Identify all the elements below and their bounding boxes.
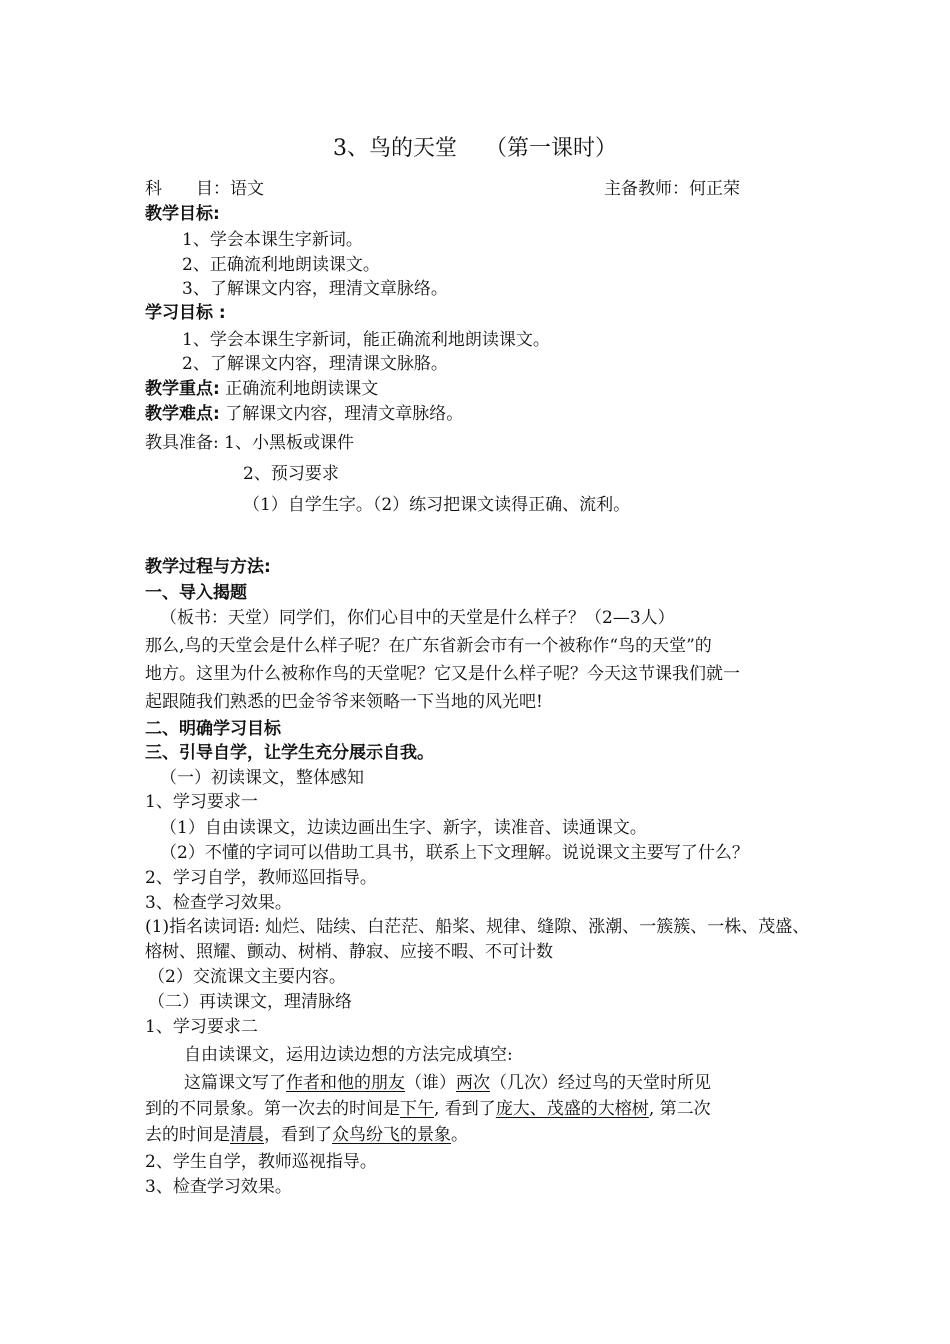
teacher-row: [604, 177, 740, 201]
tools-item: （1）自学生字。（2）练习把课文读得正确、流利。: [243, 495, 631, 515]
fill-answer: 庞大、茂盛的大榕树: [495, 1099, 649, 1119]
teaching-goal-item: 1、学会本课生字新词。: [182, 230, 363, 250]
teaching-goals-heading: 教学目标:: [145, 204, 220, 224]
key-point-label: 教学重点:: [145, 379, 220, 399]
subsection-title: （一）初读课文，整体感知: [160, 768, 364, 788]
difficulty-label: 教学难点:: [145, 404, 220, 424]
tools-label: 教具准备:: [145, 433, 219, 453]
fill-text: 。: [451, 1125, 468, 1145]
fill-text: ，看到了: [264, 1125, 332, 1145]
subject-label: 科 目：: [145, 179, 230, 199]
fill-text: , 看到了: [434, 1099, 496, 1119]
section-title: 二、明确学习目标: [145, 719, 281, 739]
title-main: 3、鸟的天堂: [332, 136, 457, 161]
learning-goals-heading: 学习目标 :: [145, 303, 226, 323]
difficulty-value: 了解课文内容，理清文章脉络。: [225, 404, 464, 424]
process-heading: 教学过程与方法:: [145, 557, 271, 577]
fill-text: 到的不同景象。第一次去的时间是: [145, 1099, 400, 1119]
learning-goal-item: 2、了解课文内容，理清课文脉胳。: [182, 354, 448, 374]
fill-text: （几次）经过鸟的天堂时所见: [490, 1073, 711, 1093]
step-line: 3、检查学习效果。: [145, 893, 292, 913]
paragraph-line: 起跟随我们熟悉的巴金爷爷来领略一下当地的风光吧!: [145, 692, 543, 712]
fill-text: , 第二次: [648, 1099, 711, 1119]
page-title: [0, 135, 950, 163]
requirement-intro: 自由读课文，运用边读边想的方法完成填空:: [184, 1045, 513, 1065]
words-line: 榕树、照耀、颤动、树梢、静寂、应接不暇、不可计数: [145, 942, 553, 962]
exchange-line: （2）交流课文主要内容。: [148, 967, 346, 987]
title-sub: （第一课时）: [484, 136, 617, 161]
requirement-item: （2）不懂的字词可以借助工具书，联系上下文理解。说说课文主要写了什么？: [160, 843, 749, 863]
fill-answer: 清晨: [230, 1125, 264, 1145]
tools-item: 2、预习要求: [243, 464, 339, 484]
paragraph-line: 那么,鸟的天堂会是什么样子呢？在广东省新会市有一个被称作“鸟的天堂”的: [145, 636, 712, 656]
key-point-row: [145, 377, 378, 401]
requirement-title: 1、学习要求一: [145, 792, 258, 812]
step-line: 2、学生自学，教师巡视指导。: [145, 1152, 377, 1172]
section-title: 一、导入揭题: [145, 583, 247, 603]
tools-row: [145, 431, 354, 455]
step-line: 3、检查学习效果。: [145, 1177, 292, 1197]
section-title: 三、引导自学，让学生充分展示自我。: [145, 743, 434, 763]
fill-text: 去的时间是: [145, 1125, 230, 1145]
fill-answer: 下午: [400, 1099, 434, 1119]
fill-text: （谁）: [405, 1073, 456, 1093]
difficulty-row: [145, 402, 463, 426]
subsection-title: （二）再读课文，理清脉络: [148, 992, 352, 1012]
learning-goal-item: 1、学会本课生字新词，能正确流利地朗读课文。: [182, 330, 550, 350]
fill-line: [145, 1097, 711, 1121]
subject-row: [145, 177, 264, 201]
requirement-title: 1、学习要求二: [145, 1017, 258, 1037]
subject-value: 语文: [230, 179, 264, 199]
fill-text: 这篇课文写了: [184, 1073, 286, 1093]
key-point-value: 正确流利地朗读课文: [225, 379, 379, 399]
fill-answer: 众鸟纷飞的景象: [332, 1125, 451, 1145]
words-line: (1)指名读词语: 灿烂、陆续、白茫茫、船桨、规律、缝隙、涨潮、一簇簇、一株、茂盛、: [145, 917, 810, 937]
requirement-item: （1）自由读课文，边读边画出生字、新字，读准音、读通课文。: [160, 818, 647, 838]
fill-answer: 两次: [456, 1073, 490, 1093]
teaching-goal-item: 3、了解课文内容，理清文章脉络。: [182, 279, 448, 299]
step-line: 2、学习自学，教师巡回指导。: [145, 868, 377, 888]
paragraph-line: 地方。这里为什么被称作鸟的天堂呢？它又是什么样子呢？今天这节课我们就一: [145, 664, 740, 684]
fill-answer: 作者和他的朋友: [286, 1073, 405, 1093]
tools-item: 1、小黑板或课件: [224, 433, 354, 453]
teacher-label: 主备教师：: [604, 179, 689, 199]
fill-line: [145, 1123, 468, 1147]
fill-line: [184, 1071, 711, 1095]
teaching-goal-item: 2、正确流利地朗读课文。: [182, 255, 380, 275]
teacher-value: 何正荣: [689, 179, 740, 199]
paragraph-line: （板书：天堂）同学们，你们心目中的天堂是什么样子？（2—3人）: [160, 608, 675, 628]
